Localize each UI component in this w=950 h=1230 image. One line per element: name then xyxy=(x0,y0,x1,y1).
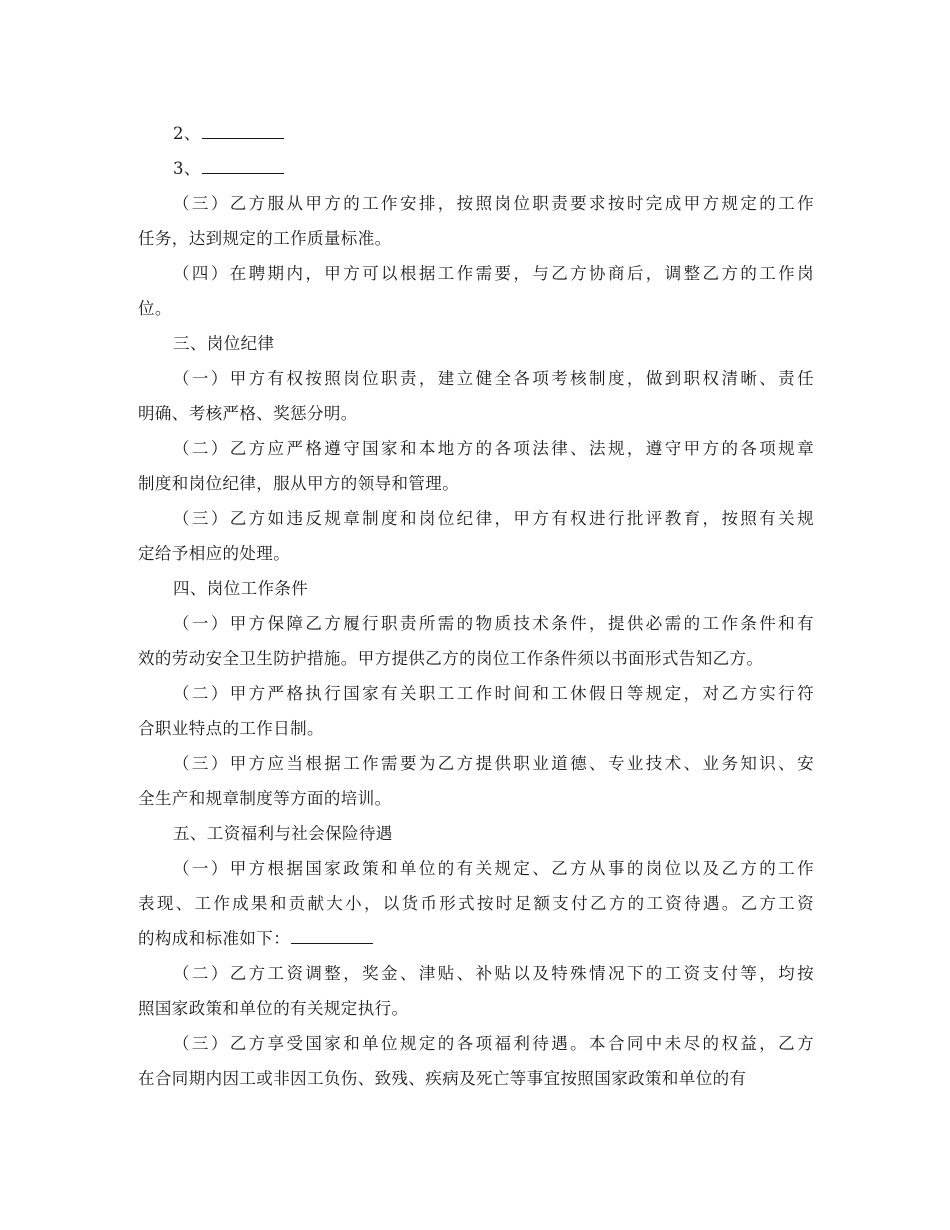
document-page xyxy=(138,116,814,1096)
paragraph xyxy=(138,746,814,816)
paragraph-line: 表现、工作成果和贡献大小，以货币形式按时足额支付乙方的工资待遇。乙方工资 xyxy=(138,894,814,913)
paragraph-line xyxy=(138,396,814,431)
paragraph-line xyxy=(138,536,814,571)
paragraph-line xyxy=(138,641,814,676)
paragraph-line: （三）乙方如违反规章制度和岗位纪律，甲方有权进行批评教育，按照有关规 xyxy=(173,509,814,528)
paragraph-text: 制度和岗位纪律，服从甲方的领导和管理。 xyxy=(138,474,460,493)
paragraph-text: 照国家政策和单位的有关规定执行。 xyxy=(138,999,409,1018)
paragraph xyxy=(138,676,814,746)
paragraph xyxy=(138,361,814,431)
paragraph-line xyxy=(138,221,814,256)
fill-in-blank xyxy=(291,928,373,944)
paragraph-text: 任务，达到规定的工作质量标准。 xyxy=(138,229,392,248)
paragraph-text: 在合同期内因工或非因工负伤、致残、疾病及死亡等事宜按照国家政策和单位的有 xyxy=(138,1069,747,1088)
paragraph-line xyxy=(138,781,814,816)
paragraph-text: 效的劳动安全卫生防护措施。甲方提供乙方的岗位工作条件须以书面形式告知乙方。 xyxy=(138,649,764,668)
paragraph-line: （二）乙方工资调整，奖金、津贴、补贴以及特殊情况下的工资支付等，均按 xyxy=(173,964,814,983)
paragraph-line xyxy=(138,991,814,1026)
paragraph-line xyxy=(138,921,814,956)
paragraph xyxy=(138,606,814,676)
section-heading: 五、工资福利与社会保险待遇 xyxy=(173,824,393,843)
paragraph xyxy=(138,1026,814,1096)
fill-in-blank xyxy=(202,123,284,139)
list-item-label: 2、 xyxy=(173,124,201,143)
paragraph-line: （二）甲方严格执行国家有关职工工作时间和工休假日等规定，对乙方实行符 xyxy=(173,684,814,703)
paragraph-text: 的构成和标准如下： xyxy=(138,929,291,948)
paragraph-text: 明确、考核严格、奖惩分明。 xyxy=(138,404,358,423)
blank-list-item xyxy=(138,116,814,151)
list-item-label: 3、 xyxy=(173,159,201,178)
paragraph-line: （三）乙方享受国家和单位规定的各项福利待遇。本合同中未尽的权益，乙方 xyxy=(173,1034,814,1053)
section-heading: 四、岗位工作条件 xyxy=(173,579,309,598)
paragraph-line: （一）甲方保障乙方履行职责所需的物质技术条件，提供必需的工作条件和有 xyxy=(173,614,814,633)
paragraph-text: 位。 xyxy=(138,299,172,318)
paragraph xyxy=(138,186,814,256)
paragraph xyxy=(138,431,814,501)
paragraph xyxy=(138,501,814,571)
paragraph-line: （四）在聘期内，甲方可以根据工作需要，与乙方协商后，调整乙方的工作岗 xyxy=(173,264,814,283)
paragraph-line: （二）乙方应严格遵守国家和本地方的各项法律、法规，遵守甲方的各项规章 xyxy=(173,439,814,458)
paragraph-line xyxy=(138,291,814,326)
paragraph-text: 定给予相应的处理。 xyxy=(138,544,291,563)
paragraph-line: （一）甲方根据国家政策和单位的有关规定、乙方从事的岗位以及乙方的工作 xyxy=(173,859,814,878)
paragraph xyxy=(138,956,814,1026)
section-heading: 三、岗位纪律 xyxy=(173,334,275,353)
paragraph-text: 全生产和规章制度等方面的培训。 xyxy=(138,789,392,808)
paragraph-line xyxy=(138,711,814,746)
fill-in-blank xyxy=(202,158,284,174)
paragraph xyxy=(138,256,814,326)
paragraph-text: 合职业特点的工作日制。 xyxy=(138,719,324,738)
paragraph-line: （三）甲方应当根据工作需要为乙方提供职业道德、专业技术、业务知识、安 xyxy=(173,754,814,773)
paragraph-line: （一）甲方有权按照岗位职责，建立健全各项考核制度，做到职权清晰、责任 xyxy=(173,369,814,388)
blank-list-item xyxy=(138,151,814,186)
paragraph-line xyxy=(138,1061,814,1096)
paragraph-line: （三）乙方服从甲方的工作安排，按照岗位职责要求按时完成甲方规定的工作 xyxy=(173,194,814,213)
paragraph-line xyxy=(138,466,814,501)
paragraph xyxy=(138,851,814,956)
